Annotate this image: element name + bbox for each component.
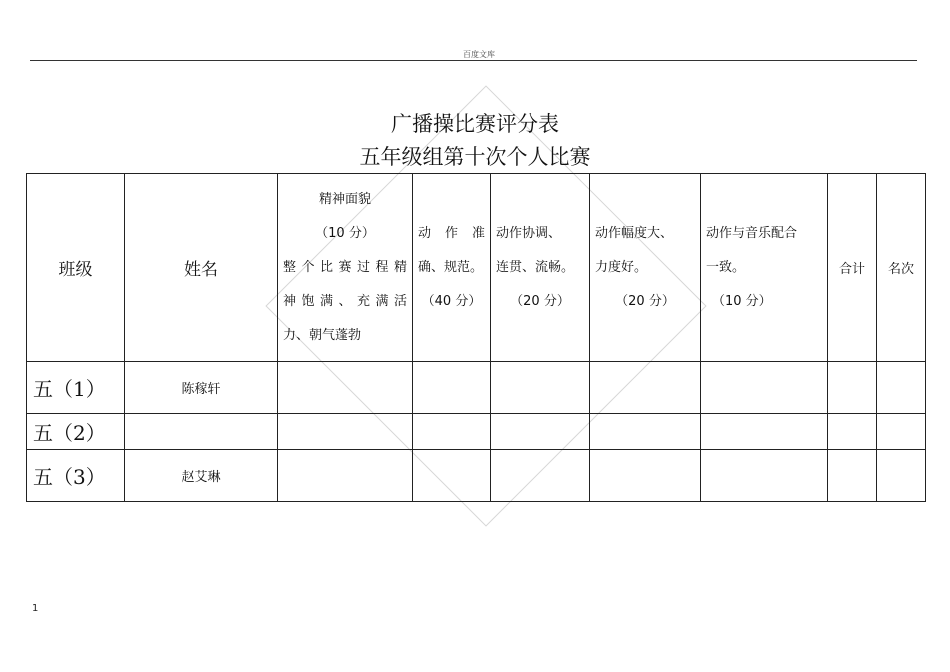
header-total: 合计: [828, 174, 877, 362]
music-line-3: （10 分）: [712, 293, 772, 309]
class-cell: 五（1）: [27, 362, 125, 414]
score-cell: [701, 414, 828, 450]
page-title: 广播操比赛评分表: [391, 112, 559, 136]
coordination-line-2: 连贯、流畅。: [496, 259, 575, 275]
score-cell: [701, 450, 828, 502]
header-rule: [30, 60, 917, 61]
score-cell: [278, 414, 413, 450]
total-cell: [828, 414, 877, 450]
accuracy-line-1: 动 作 准: [418, 225, 485, 241]
score-cell: [491, 450, 590, 502]
score-cell: [590, 362, 701, 414]
score-cell: [413, 450, 491, 502]
score-cell: [590, 450, 701, 502]
score-table: [26, 173, 926, 502]
spirit-line-2: （10 分）: [315, 225, 375, 241]
header-accuracy: [413, 174, 491, 362]
rank-cell: [877, 362, 926, 414]
header-watermark: 百度文库: [440, 49, 518, 60]
score-cell: [701, 362, 828, 414]
name-cell: 赵艾琳: [125, 450, 278, 502]
spirit-line-1: 精神面貌: [318, 191, 371, 207]
page-subtitle: 五年级组第十次个人比赛: [359, 145, 591, 169]
total-cell: [828, 362, 877, 414]
name-cell: [125, 414, 278, 450]
class-cell: 五（3）: [27, 450, 125, 502]
music-line-1: 动作与音乐配合: [706, 225, 798, 241]
table-row: [27, 362, 926, 414]
score-cell: [590, 414, 701, 450]
header-coordination: [491, 174, 590, 362]
page-number: 1: [32, 603, 39, 614]
header-name: 姓名: [125, 174, 278, 362]
score-cell: [278, 450, 413, 502]
coordination-line-3: （20 分）: [510, 293, 570, 309]
score-cell: [413, 362, 491, 414]
rank-cell: [877, 414, 926, 450]
score-cell: [491, 362, 590, 414]
amplitude-line-3: （20 分）: [615, 293, 675, 309]
score-cell: [278, 362, 413, 414]
header-class: 班级: [27, 174, 125, 362]
amplitude-line-1: 动作幅度大、: [595, 225, 674, 241]
spirit-line-5: 力、朝气蓬勃: [283, 327, 362, 343]
table-row: [27, 450, 926, 502]
header-amplitude: [590, 174, 701, 362]
class-cell: 五（2）: [27, 414, 125, 450]
total-cell: [828, 450, 877, 502]
music-line-2: 一致。: [706, 259, 746, 275]
header-music: [701, 174, 828, 362]
score-cell: [413, 414, 491, 450]
accuracy-line-2: 确、规范。: [418, 259, 484, 275]
table-row: [27, 414, 926, 450]
spirit-line-4: 神饱满、充满活: [283, 293, 407, 309]
name-cell: 陈稼轩: [125, 362, 278, 414]
amplitude-line-2: 力度好。: [595, 259, 648, 275]
header-row: [27, 174, 926, 362]
accuracy-line-3: （40 分）: [421, 293, 482, 309]
spirit-line-3: 整个比赛过程精: [283, 259, 407, 275]
rank-cell: [877, 450, 926, 502]
coordination-line-1: 动作协调、: [496, 225, 562, 241]
header-rank: 名次: [877, 174, 926, 362]
header-spirit: [278, 174, 413, 362]
score-cell: [491, 414, 590, 450]
